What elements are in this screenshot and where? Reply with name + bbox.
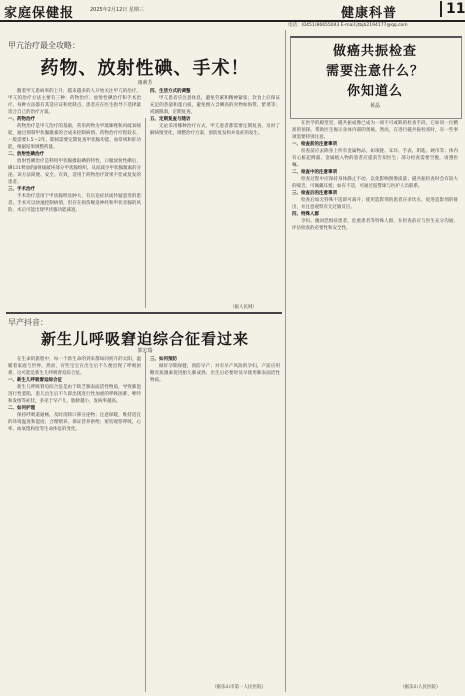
article1-paragraph: 手术治疗适用于甲状腺明显肿大、有压迫症状或怀疑恶变的患者。手术可以快速控制病情，但存在损伤喉返神经和甲状旁腺的风险，术后可能出现甲状腺功能减退。 bbox=[8, 194, 141, 213]
article1-headline: 药物、放射性碘、手术！ bbox=[40, 58, 250, 79]
article3-subheading: 一、检查前的注意事项 bbox=[292, 142, 337, 147]
article1-subheading: 二、放射性碘治疗 bbox=[8, 152, 44, 157]
article3-headline-line1: 做癌共振检查 bbox=[332, 44, 417, 59]
article2-paragraph: 新生儿呼吸窘迫综合征是由于缺乏肺表面活性物质，导致肺泡进行性萎陷，患儿出生后不久即出现进行性加重的呼吸困难、呻吟和发绀等症状，多见于早产儿，胎龄越小，发病率越高。 bbox=[8, 385, 141, 404]
editor-contact-line: 电话：(0451)86655043 E-mail:jtbjb2194177@qq.com bbox=[288, 23, 408, 28]
article2-subheading: 二、如何护理 bbox=[8, 406, 35, 411]
article1-subheading: 四、生活方式的调整 bbox=[150, 89, 191, 94]
article1-paragraph: 放射性碘治疗是利用甲状腺摄取碘的特性，口服放射性碘后，碘131释放的β射线破坏部分甲状腺组织，从而减少甲状腺激素的分泌。该方法简便、安全、有效，适用于药物治疗效果不佳或复发的患者。 bbox=[8, 159, 141, 185]
article2-kicker: 早产抖音： bbox=[8, 318, 48, 327]
article1-intro: 随着甲亢患病率的上升，越来越多的人开始关注甲亢的治疗。甲亢的治疗方法主要有三种：药物治疗、放射性碘治疗和手术治疗。每种方法都有其适应证和优缺点，患者应在医生指导下选择最适合自己的治疗方案。 bbox=[8, 89, 141, 115]
article1-column-right bbox=[150, 88, 280, 302]
article2-intro: 在生命的旅程中，每一个新生命的到来都如同初升的太阳，温暖着家庭与世界。然而，有些宝宝在出生后不久便出现了呼吸困难，这可能是新生儿呼吸窘迫综合征。 bbox=[8, 357, 141, 376]
article2-paragraph: 做好孕期保健，预防早产；对有早产风险的孕妇，产前应用糖皮质激素促进胎儿肺成熟；出生后必要时及早使用肺表面活性物质。 bbox=[150, 364, 280, 383]
article3-paragraph: 检查后如无特殊不适即可离开；使用造影剂的患者应多饮水，促进造影剂的排出，并注意观察有无过敏反应。 bbox=[292, 198, 458, 210]
article2-source: （据乐山市第一人民医院） bbox=[212, 685, 266, 690]
article1-paragraph: 甲亢患者应注意休息，避免劳累和精神紧张；饮食上应保证充足的热量和蛋白质，避免摄入含碘高的食物如海带、紫菜等；戒烟限酒，定期复查。 bbox=[150, 96, 280, 115]
article2-paragraph: 保持呼吸道通畅，及时清除口鼻分泌物；注意保暖，维持适宜的环境温度和湿度；合理喂养，保证营养供给；密切观察呼吸、心率、血氧饱和度等生命体征的变化。 bbox=[8, 413, 141, 432]
article1-source: （据人民网） bbox=[230, 305, 257, 310]
page-number: 11 bbox=[440, 1, 465, 17]
article3-paragraph: 孕妇、幽闭恐惧症患者、危重患者等特殊人群，在检查前应与医生充分沟通，评估检查的必要性和安全性。 bbox=[292, 219, 458, 231]
article1-paragraph: 药物治疗是甲亢治疗的基础，常用药物为甲巯咪唑和丙硫氧嘧啶，通过抑制甲状腺激素的合成来控制病情。药物治疗疗程较长，一般需要1.5～2年，期间需要定期复查甲状腺功能、血常规和肝功能，根据结果调整药量。 bbox=[8, 124, 141, 150]
article2-byline: 郭宏瑞 bbox=[137, 348, 153, 354]
section-title-right: 健康科普 bbox=[341, 6, 398, 21]
article1-subheading: 三、手术治疗 bbox=[8, 187, 35, 192]
column-divider bbox=[285, 30, 286, 692]
article2-column-right bbox=[150, 356, 280, 678]
article2-subheading: 一、新生儿呼吸窘迫综合征 bbox=[8, 378, 62, 383]
section-rule bbox=[6, 312, 282, 314]
article1-paragraph: 无论采用哪种治疗方式，甲亢患者都需要定期复查，及时了解病情变化，调整治疗方案，预防复发和并发症的发生。 bbox=[150, 124, 280, 136]
article1-kicker: 甲亢治疗最全攻略： bbox=[8, 41, 80, 50]
article3-headline-line3: 你知道么 bbox=[346, 84, 403, 99]
column-divider bbox=[145, 118, 146, 308]
article3-subheading: 四、特殊人群 bbox=[292, 212, 319, 217]
article3-paragraph: 检查前应去除身上所有金属物品，如项链、耳环、手表、钥匙、硬币等；体内有心脏起搏器、金属植入物的患者应提前告知医生；部分检查需要空腹，请遵医嘱。 bbox=[292, 149, 458, 168]
article3-byline: 黄晶 bbox=[369, 103, 380, 109]
article2-subheading: 三、如何预防 bbox=[150, 357, 177, 362]
article1-subheading: 五、定期复查与随访 bbox=[150, 117, 191, 122]
article3-paragraph: 检查过程中应保持身体静止不动，以免影响图像质量；磁共振检查时会有较大的噪音，可佩戴耳塞；如有不适，可通过报警球与医护人员联系。 bbox=[292, 177, 458, 189]
article3-subheading: 二、检查中的注意事项 bbox=[292, 170, 337, 175]
article3-source: （据乐山人民医院） bbox=[400, 685, 441, 690]
issue-date: 2025年2月12日 星期三 bbox=[90, 7, 144, 13]
article3-subheading: 三、检查后的注意事项 bbox=[292, 191, 337, 196]
article1-column-left bbox=[8, 88, 141, 308]
article1-byline: 康素芳 bbox=[137, 80, 153, 86]
section-title-left: 家庭保健报 bbox=[4, 6, 75, 21]
article3-intro: 在医学的殿堂里，磁共振成像已成为一项不可或缺的检查手段，它如同一位精准的侦探，帮助医生揭示身体内部的奥秘。然而，在进行磁共振检查时，有一些事项需要特别注意。 bbox=[292, 121, 458, 140]
column-divider bbox=[145, 352, 146, 692]
article1-subheading: 一、药物治疗 bbox=[8, 117, 35, 122]
article3-body bbox=[292, 120, 458, 678]
article2-headline: 新生儿呼吸窘迫综合征看过来 bbox=[40, 330, 249, 348]
article2-column-left bbox=[8, 356, 141, 692]
article3-headline-line2: 需要注意什么？ bbox=[325, 64, 424, 79]
page-header bbox=[0, 0, 465, 22]
